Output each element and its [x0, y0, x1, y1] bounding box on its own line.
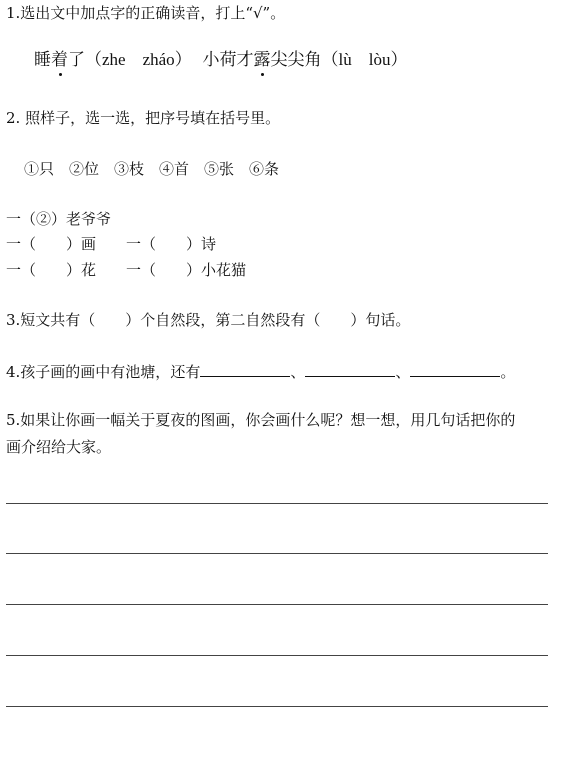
- question-2: 2. 照样子，选一选，把序号填在括号里。: [6, 109, 281, 127]
- q4-blank-2[interactable]: [305, 362, 395, 377]
- q4-prefix: 4.孩子画的画中有池塘，还有: [6, 363, 201, 381]
- question-5-line-2: 画介绍给大家。: [6, 438, 112, 456]
- writing-line[interactable]: [6, 553, 548, 554]
- question-3[interactable]: 3.短文共有（ ）个自然段，第二自然段有（ ）句话。: [6, 311, 411, 329]
- q4-sep-2: 、: [395, 363, 411, 381]
- fill-row-1[interactable]: 一（ ）画 一（ ）诗: [6, 235, 217, 253]
- writing-line[interactable]: [6, 604, 548, 605]
- item2-dotted-char: 露: [253, 50, 271, 70]
- writing-line[interactable]: [6, 706, 548, 707]
- item1-post: 了（: [68, 50, 102, 70]
- q4-end: 。: [500, 363, 516, 381]
- measure-word-options: ①只 ②位 ③枝 ④首 ⑤张 ⑥条: [24, 160, 280, 178]
- item1-pre: 睡: [34, 50, 51, 70]
- item1-close: ）: [174, 50, 192, 70]
- item1-pinyin-options[interactable]: zhe zháo: [102, 50, 175, 69]
- fill-row-2[interactable]: 一（ ）花 一（ ）小花猫: [6, 261, 247, 279]
- item2-post: 尖尖角（: [270, 50, 339, 70]
- writing-line[interactable]: [6, 503, 548, 504]
- question-1: 1.选出文中加点字的正确读音，打上“√”。: [6, 4, 286, 22]
- question-4: [6, 362, 515, 382]
- item2-pinyin-options[interactable]: lù lòu: [338, 50, 391, 69]
- q4-sep-1: 、: [290, 363, 306, 381]
- example-line: 一（②）老爷爷: [6, 210, 112, 228]
- writing-line[interactable]: [6, 655, 548, 656]
- item1-dotted-char: 着: [51, 50, 68, 70]
- q4-blank-1[interactable]: [200, 362, 290, 377]
- q4-blank-3[interactable]: [410, 362, 500, 377]
- pinyin-choice-row: [34, 50, 407, 70]
- item2-pre: 小荷才: [202, 50, 254, 70]
- item2-close: ）: [390, 50, 408, 70]
- question-5-line-1: 5.如果让你画一幅关于夏夜的图画，你会画什么呢？想一想，用几句话把你的: [6, 411, 516, 429]
